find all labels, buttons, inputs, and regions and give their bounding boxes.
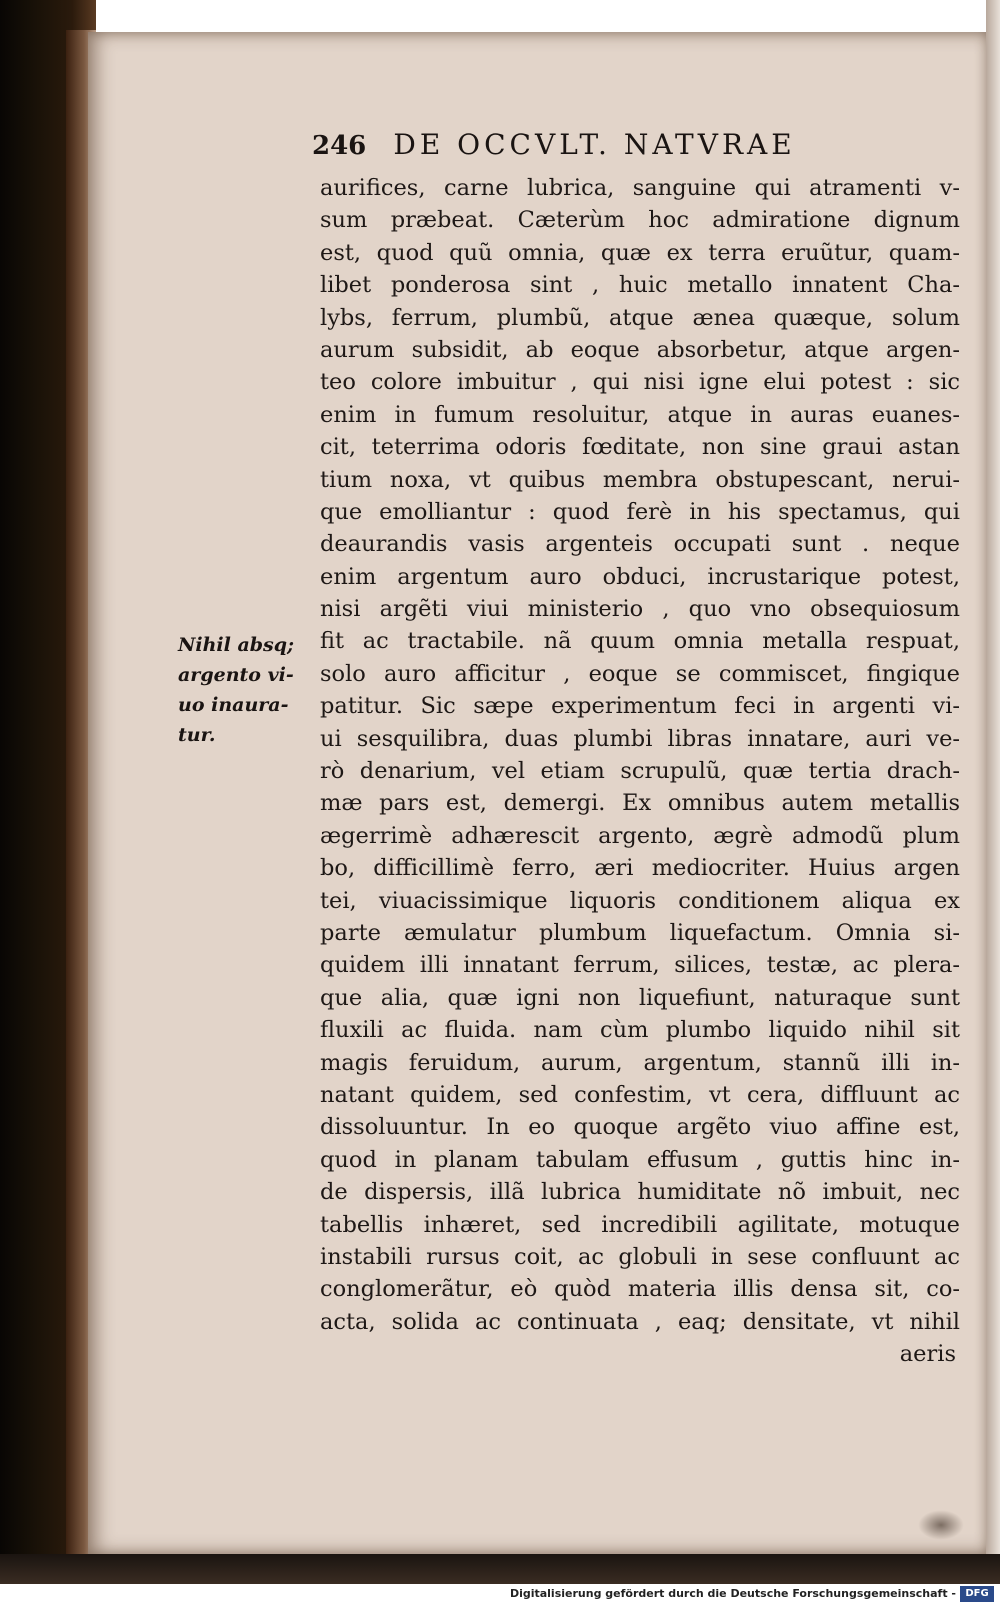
text-line: enim in fumum resoluitur, atque in auras euanes- (320, 401, 960, 428)
text-line: parte æmulatur plumbum liquefactum. Omnia si- (320, 919, 960, 946)
text-line: fluxili ac fluida. nam cùm plumbo liquido nihil sit (320, 1017, 960, 1044)
text-line: deaurandis vasis argenteis occupati sunt . neque (320, 531, 960, 558)
page-header (312, 128, 872, 161)
text-line: ui sesquilibra, duas plumbi libras innatare, auri ve- (320, 725, 960, 752)
text-line: fit ac tractabile. nã quum omnia metalla respuat, (320, 628, 960, 655)
scan-bottom-strip (0, 1554, 1000, 1584)
text-line: quidem illi innatant ferrum, silices, testæ, ac plera- (320, 952, 960, 979)
marginal-note-line: Nihil absq; (178, 634, 295, 656)
text-line: sum præbeat. Cæterùm hoc admiratione dignum (320, 207, 960, 234)
text-line: libet ponderosa sint , huic metallo innatent Cha- (320, 272, 960, 299)
marginal-note-line: tur. (178, 724, 216, 746)
text-line: natant quidem, sed confestim, vt cera, diffluunt ac (320, 1081, 960, 1108)
text-line: aurum subsidit, ab eoque absorbetur, atque argen- (320, 336, 960, 363)
text-line: est, quod quũ omnia, quæ ex terra eruũtur, quam- (320, 239, 960, 266)
text-line: instabili rursus coit, ac globuli in sese confluunt ac (320, 1243, 960, 1270)
text-line: mæ pars est, demergi. Ex omnibus autem metallis (320, 790, 960, 817)
marginal-note-line: uo inaura- (178, 694, 289, 716)
text-line: quod in planam tabulam effusum , guttis hinc in- (320, 1146, 960, 1173)
text-line: que emolliantur : quod ferè in his spectamus, qui (320, 498, 960, 525)
text-line: conglomerãtur, eò quòd materia illis densa sit, co- (320, 1276, 960, 1303)
text-line: tei, viuacissimique liquoris conditionem aliqua ex (320, 887, 960, 914)
text-line: acta, solida ac continuata , eaq; densitate, vt nihil (320, 1308, 960, 1335)
text-line: bo, difficillimè ferro, æri mediocriter. Huius argen (320, 855, 960, 882)
text-line: de dispersis, illã lubrica humiditate nõ imbuit, nec (320, 1179, 960, 1206)
text-line: dissoluuntur. In eo quoque argẽto viuo affine est, (320, 1114, 960, 1141)
text-line: tabellis inhæret, sed incredibili agilitate, motuque (320, 1211, 960, 1238)
text-line: ægerrimè adhærescit argento, ægrè admodũ plum (320, 822, 960, 849)
text-line: patitur. Sic sæpe experimentum feci in argenti vi- (320, 693, 960, 720)
running-head: DE OCCVLT. NATVRAE (393, 128, 796, 161)
dfg-logo-icon: DFG (960, 1586, 994, 1602)
text-line: magis feruidum, aurum, argentum, stannũ illi in- (320, 1049, 960, 1076)
page-right-edge (986, 0, 1000, 1560)
text-line: solo auro afficitur , eoque se commiscet, fingique (320, 660, 960, 687)
marginal-note (178, 630, 318, 750)
corner-stain (918, 1510, 964, 1540)
text-line: lybs, ferrum, plumbũ, atque ænea quæque, solum (320, 304, 960, 331)
text-line: tium noxa, vt quibus membra obstupescant, nerui- (320, 466, 960, 493)
text-line: enim argentum auro obduci, incrustarique potest, (320, 563, 960, 590)
page-number: 246 (312, 131, 367, 161)
text-line: cit, teterrima odoris fœditate, non sine graui astan (320, 434, 960, 461)
text-line: rò denarium, vel etiam scrupulũ, quæ tertia drach- (320, 758, 960, 785)
text-line: teo colore imbuitur , qui nisi igne elui potest : sic (320, 369, 960, 396)
funding-credit: Digitalisierung gefördert durch die Deutsche Forschungsgemeinschaft - (509, 1587, 956, 1600)
marginal-note-line: argento vi- (178, 664, 294, 686)
text-line: aurifices, carne lubrica, sanguine qui atramenti v- (320, 175, 960, 201)
text-line: que alia, quæ igni non liquefiunt, naturaque sunt (320, 984, 960, 1011)
text-line: nisi argẽti viui ministerio , quo vno obsequiosum (320, 596, 960, 623)
footer-bar (0, 1584, 1000, 1607)
catchword: aeris (899, 1341, 956, 1368)
body-text (320, 172, 960, 1370)
